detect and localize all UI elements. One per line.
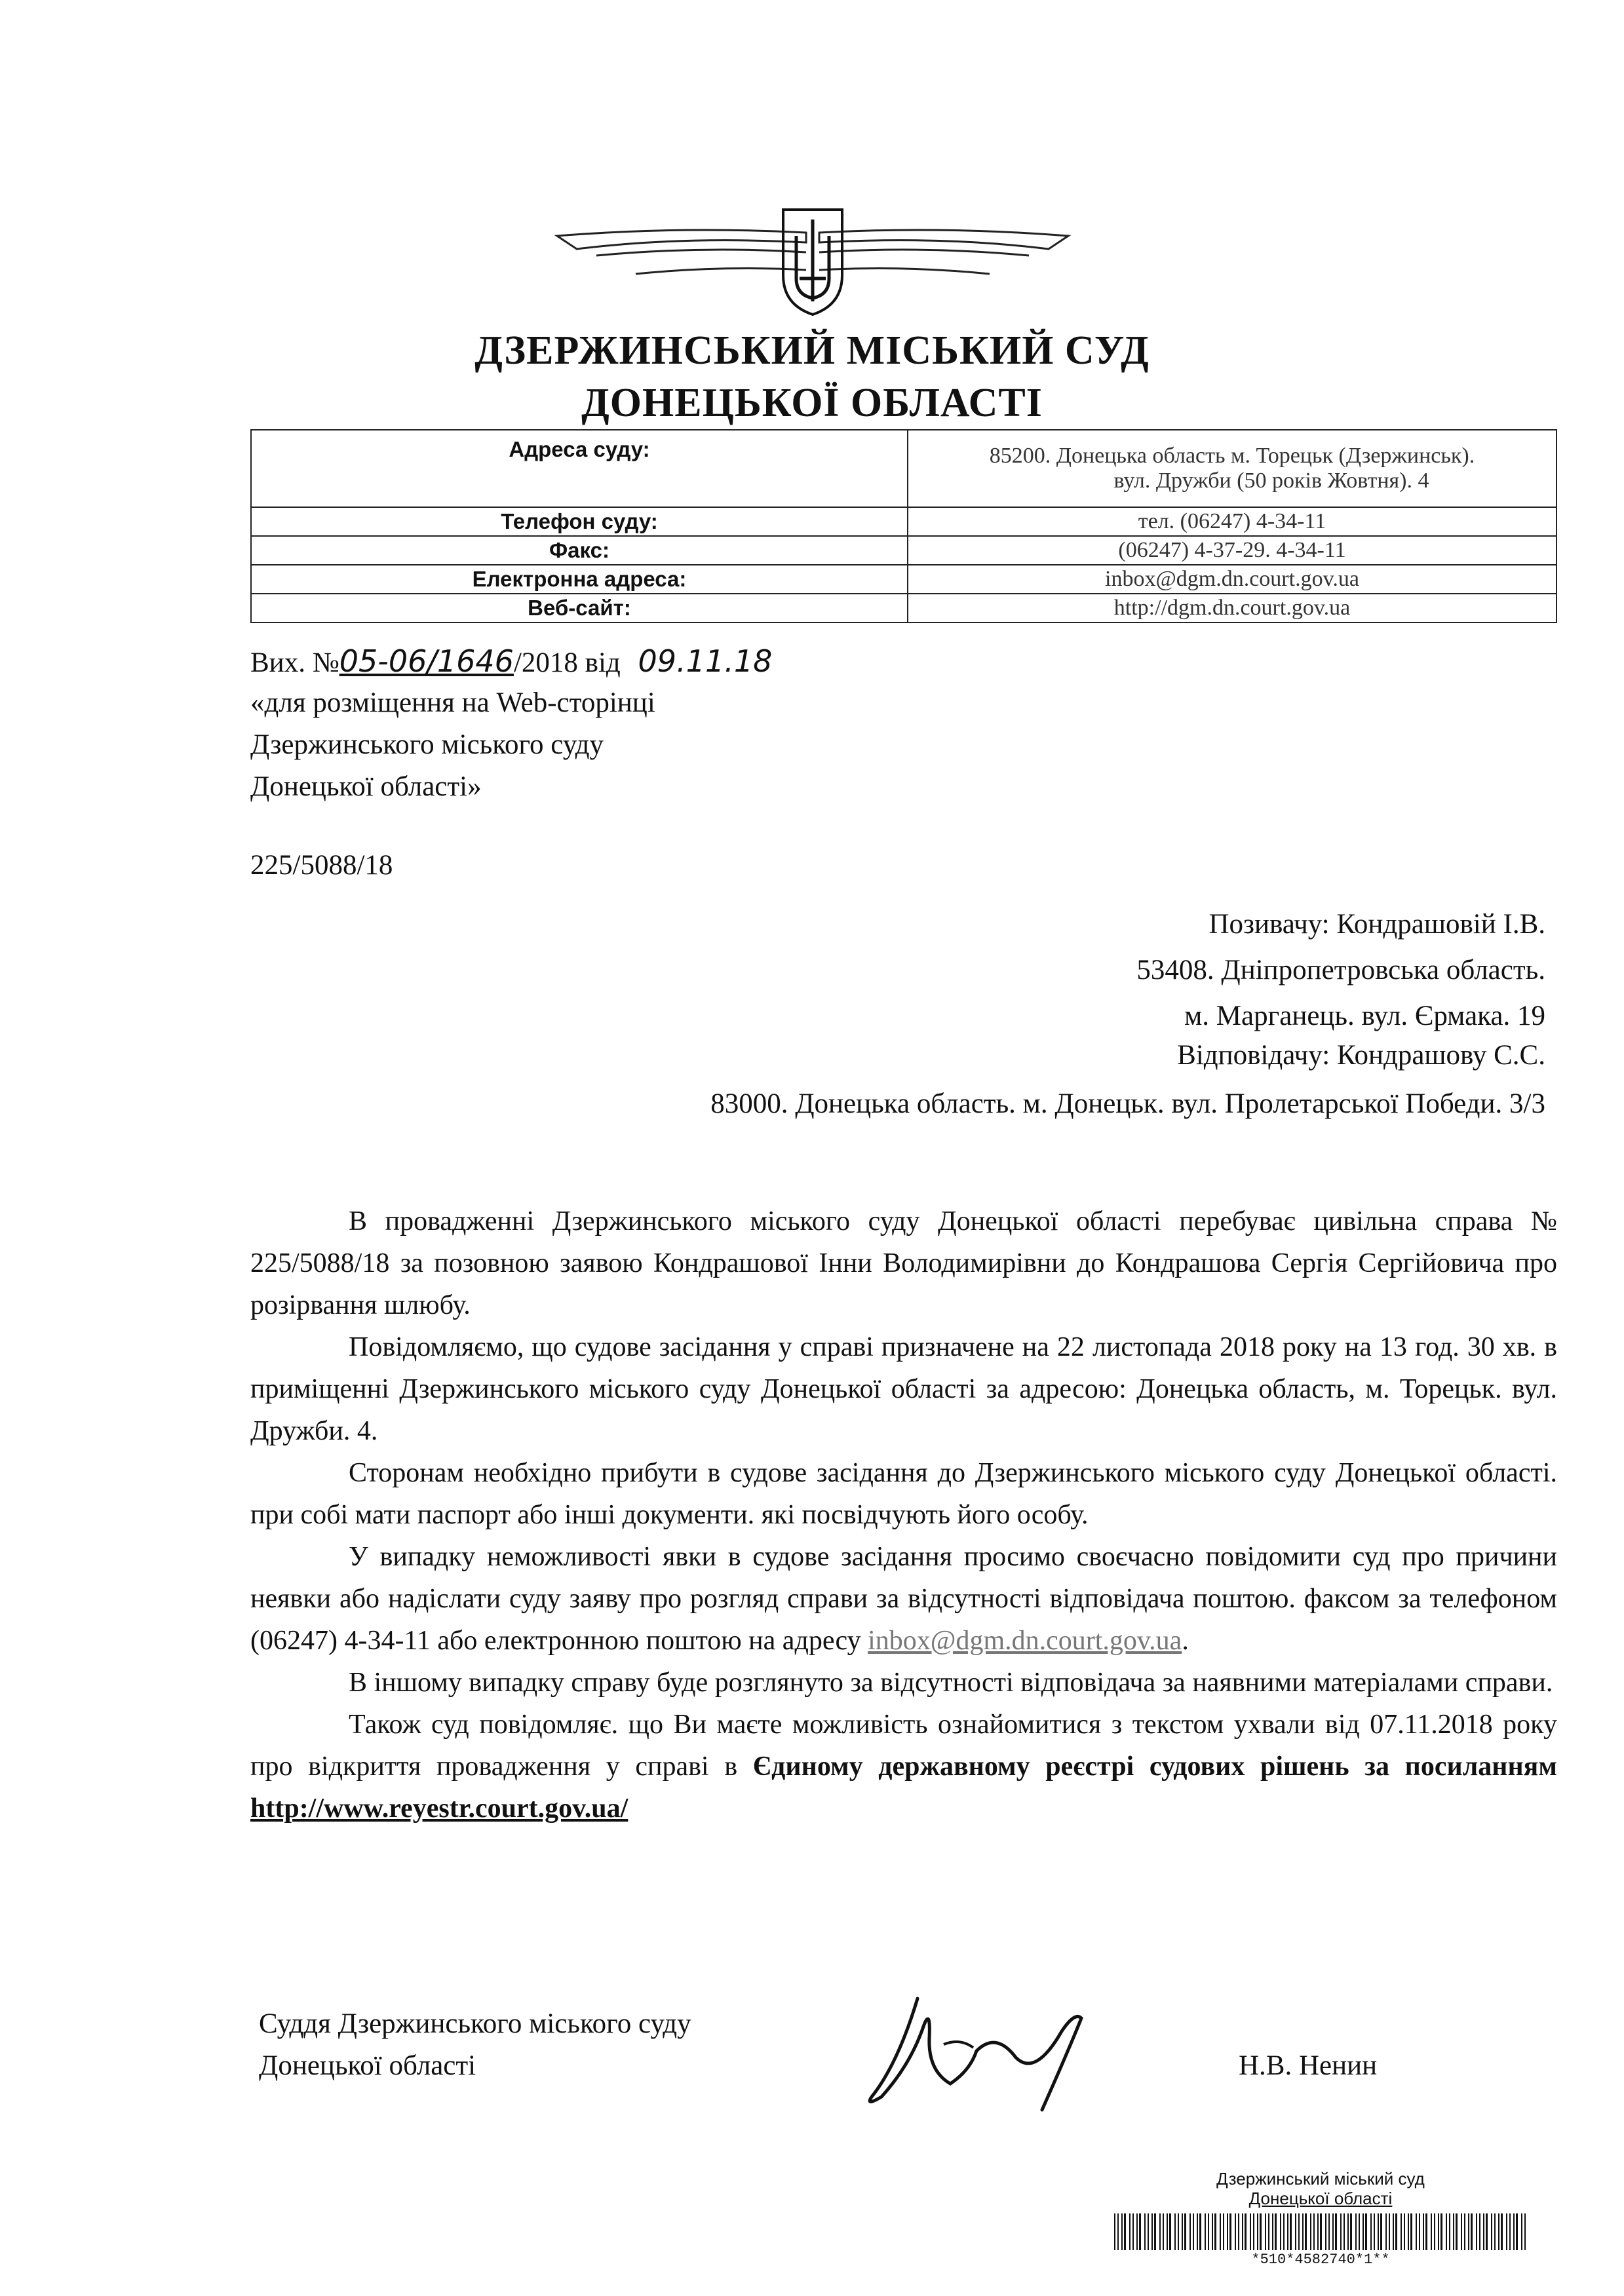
purpose-line2: Дзержинського міського суду [250,729,604,760]
outgoing-number-handwritten: 05-06/1646 [339,643,514,679]
plaintiff-line1: Позивачу: Кондрашовій І.В. [1208,909,1545,940]
website-value[interactable]: http://dgm.dn.court.gov.ua [908,594,1556,622]
body-registry-reference: Єдиному державному реєстрі судових рішень за посиланням [752,1751,1557,1782]
table-row-address [251,430,1556,507]
body-paragraph-6 [250,1704,1557,1829]
plaintiff-line2: 53408. Дніпропетровська область. [1136,955,1545,985]
court-info-table [250,429,1557,623]
address-value [908,430,1556,507]
body-paragraph-2: Повідомляємо, що судове засідання у справі призначене на 22 листопада 2018 року на 13 год. 30 хв. в приміщенні Дзержинського міського суду Донецької області за адресою: Донецька область, м. Торецьк. вул. Дружби. 4. [250,1332,1557,1446]
stamp-line1: Дзержинський міський суд [1216,2169,1425,2189]
phone-label: Телефон суду: [251,507,908,536]
body-paragraph-4-text: У випадку неможливості явки в судове засідання просимо своєчасно повідомити суд про причини неявки або надіслати суду заяву про розгляд справи за відсутності відповідача поштою. факсом за телефоном (06247) 4-34-11 або електронною поштою на адресу [250,1542,1557,1656]
outgoing-prefix: Вих. № [250,647,339,678]
table-row-website [251,594,1556,622]
email-value[interactable]: inbox@dgm.dn.court.gov.ua [908,565,1556,594]
body-paragraph-6-text: Також суд повідомляє. що Ви маєте можливість ознайомитися з текстом ухвали від 07.11.2018 року про відкриття провадження у справі в [250,1710,1557,1782]
table-row-email [251,565,1556,594]
body-paragraph-5: В іншому випадку справу буде розглянуто за відсутності відповідача за наявними матеріалами справи. [349,1668,1553,1698]
court-name-line2: ДОНЕЦЬКОЇ ОБЛАСТІ [581,381,1043,425]
phone-value: тел. (06247) 4-34-11 [908,507,1556,536]
table-row-phone [251,507,1556,536]
registry-link[interactable]: http://www.reyestr.court.gov.ua/ [250,1793,628,1824]
body-paragraph-3: Сторонам необхідно прибути в судове засідання до Дзержинського міського суду Донецької області. при собі мати паспорт або інші документи. які посвідчують його особу. [250,1458,1557,1530]
address-label: Адреса суду: [251,430,908,507]
defendant-line2: 83000. Донецька область. м. Донецьк. вул. Пролетарської Победи. 3/3 [710,1088,1545,1119]
table-row-fax [251,536,1556,565]
plaintiff-line3: м. Марганець. вул. Єрмака. 19 [1184,1001,1545,1031]
purpose-line1: «для розміщення на Web-сторінці [250,687,655,718]
body-paragraph-1: В провадженні Дзержинського міського суду Донецької області перебуває цивільна справа № 225/5088/18 за позовною заявою Кондрашової Інни Володимирівни до Кондрашова Сергія Сергійовича про розірвання шлюбу. [250,1206,1557,1320]
defendant-line1: Відповідачу: Кондрашову С.С. [1177,1040,1545,1071]
judge-title-line1: Суддя Дзержинського міського суду [259,2008,691,2039]
outgoing-year: /2018 від [513,647,621,678]
website-label: Веб-сайт: [251,594,908,622]
address-value-line1: 85200. Донецька область м. Торецьк (Дзержинськ). [989,444,1475,468]
case-number: 225/5088/18 [250,850,393,881]
barcode-icon [1114,2213,1527,2250]
outgoing-date-handwritten: 09.11.18 [638,643,773,679]
registration-stamp [1085,2169,1556,2208]
body-email-link[interactable]: inbox@dgm.dn.court.gov.ua [868,1626,1182,1656]
judge-title-line2: Донецької області [259,2050,476,2081]
court-name-line1: ДЗЕРЖИНСЬКИЙ МІСЬКИЙ СУД [474,328,1150,373]
fax-value: (06247) 4-37-29. 4-34-11 [908,536,1556,565]
address-value-line2: вул. Дружби (50 років Жовтня). 4 [1113,469,1429,493]
judge-name: Н.В. Ненин [1239,2050,1378,2081]
body-paragraph-4: У випадку неможливості явки в судове засідання просимо своєчасно повідомити суд про причини неявки або надіслати суду заяву про розгляд справи за відсутності відповідача поштою. факсом за телефоном (06247) 4-34-11 або електронною поштою на адресу inbox@dgm.dn.court.gov.ua. [250,1542,1557,1656]
ukraine-trident-emblem-icon [518,197,1108,321]
barcode-number: *510*4582740*1** [1251,2251,1390,2268]
email-label: Електронна адреса: [251,565,908,594]
fax-label: Факс: [251,536,908,565]
stamp-line2: Донецької області [1248,2189,1393,2208]
handwritten-signature-icon [845,1985,1121,2116]
purpose-line3: Донецької області» [250,771,482,802]
outgoing-number-line [250,641,772,683]
letter-body [250,1200,1557,1829]
